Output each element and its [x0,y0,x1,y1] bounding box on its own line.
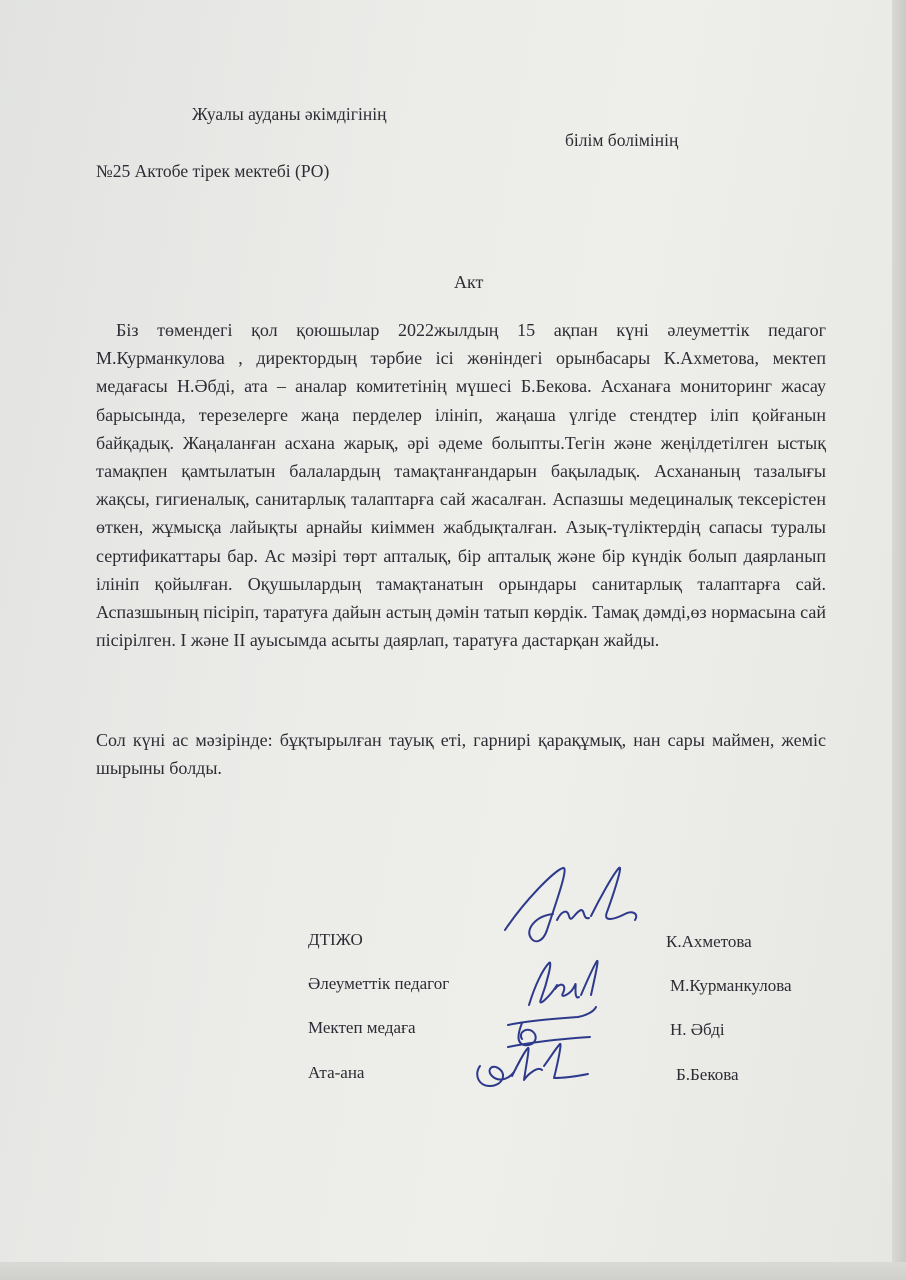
signature-bekova [468,1036,598,1096]
signatory-role-3: Мектеп медаға [308,1018,416,1037]
department-heading: білім болімінің [565,130,679,150]
signatory-name-2: М.Курманкулова [670,976,792,995]
paper-bottom-shadow [0,1262,906,1280]
act-body [96,316,826,654]
document-title: Акт [454,272,484,292]
school-heading: №25 Актобе тірек мектебі (РО) [96,161,330,181]
signatory-name-4: Б.Бекова [676,1065,739,1084]
signatory-name-1: К.Ахметова [666,932,752,951]
act-paragraph-1: Біз төмендегі қол қоюшылар 2022жылдың 15 ақпан күні әлеуметтік педагог М.Курманкулова , директордың тәрбие ісі жөніндегі орынбасары К.Ахметова, мектеп медағасы Н.Әбді, ата – аналар комитетінің мүшесі Б.Бекова. Асханаға мониторинг жасау барысында, терезелерге жаңа перделер ілініп, жаңаша үлгіде стендтер іліп қойғанын байқадық. Жаңаланған асхана жарық, әрі әдеме болыпты.Тегін және жеңілдетілген ыстық тамақпен қамтылатын балалардың тамақтанғандарын бақыладық. Асхананың тазалығы жақсы, гигиеналық, санитарлық талаптарға сай жасалған. Аспазшы медециналық тексерістен өткен, жұмысқа лайықты арнайы киіммен жабдықталған. Азық-түліктердің сапасы туралы сертификаттары бар. Ас мәзірі төрт апталық, бір апталық және бір күндік болып даярланып ілініп қойылған. Оқушылардың тамақтанатын орындары санитарлық талаптарға сай. Аспазшының пісіріп, таратуға дайын астың дәмін татып көрдік. Тамақ дәмді,өз нормасына сай пісірілген. I және II ауысымда асыты даярлап, таратуға дастарқан жайды. [96,320,826,651]
act-paragraph-2: Сол күні ас мәзірінде: бұқтырылған тауық еті, гарнирі қарақұмық, нан сары маймен, жеміс шырыны болды. [96,730,826,779]
signature-akhmetova [495,860,645,950]
menu-paragraph-block [96,726,826,782]
signatory-role-4: Ата-ана [308,1063,365,1082]
signatory-name-3: Н. Әбді [670,1020,725,1039]
district-heading: Жуалы ауданы әкімдігінің [192,104,387,124]
paper-edge-shadow [892,0,906,1280]
signatory-role-2: Әлеуметтік педагог [308,974,450,993]
signatory-role-1: ДТІЖО [308,930,363,949]
